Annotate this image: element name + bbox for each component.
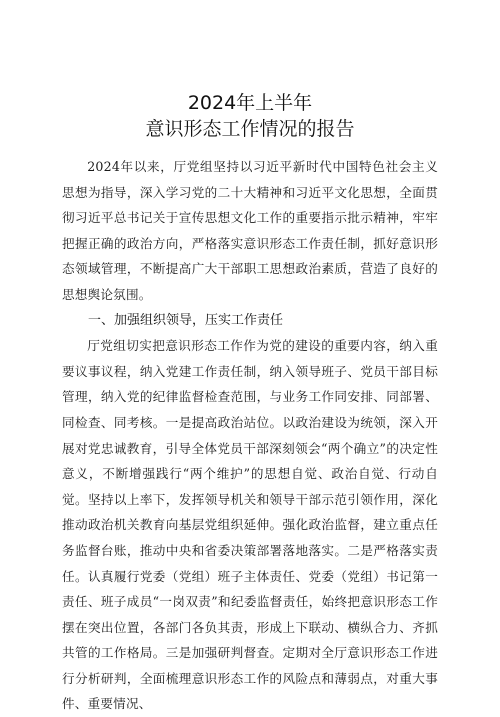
section-1-paragraph: 厅党组切实把意识形态工作作为党的建设的重要内容，纳入重要议事议程，纳入党建工作责任制，纳入领导班子、党员干部目标管理，纳入党的纪律监督检查范围，与业务工作同安排、同部署、同检查、同考核。一是提高政治站位。以政治建设为统领，深入开展对党忠诚教育，引导全体党员干部深刻领会“两个确立”的决定性意义，不断增强践行“两个维护”的思想自觉、政治自觉、行动自觉。坚持以上率下，发挥领导机关和领导干部示范引领作用，深化推动政治机关教育向基层党组织延伸。强化政治监督，建立重点任务监督台账，推动中央和省委决策部署落地落实。二是严格落实责任。认真履行党委（党组）班子主体责任、党委（党组）书记第一责任、班子成员“一岗双责”和纪委监督责任，始终把意识形态工作摆在突出位置，各部门各负其责，形成上下联动、横纵合力、齐抓共管的工作格局。三是加强研判督查。定期对全厅意识形态工作进行分析研判，全面梳理意识形态工作的风险点和薄弱点，对重大事件、重要情况、 [62,338,438,712]
report-title-line-2: 意识形态工作情况的报告 [145,118,355,140]
report-title-line-1: 2024年上半年 [187,92,313,114]
section-1-heading: 一、加强组织领导，压实工作责任 [88,312,284,328]
intro-paragraph: 2024年以来，厅党组坚持以习近平新时代中国特色社会主义思想为指导，深入学习党的二十大精神和习近平文化思想，全面贯彻习近平总书记关于宣传思想文化工作的重要指示批示精神，牢牢把握正确的政治方向，严格落实意识形态工作责任制，抓好意识形态领域管理，不断提高广大干部职工思想政治素质，营造了良好的思想舆论氛围。 [62,159,438,302]
